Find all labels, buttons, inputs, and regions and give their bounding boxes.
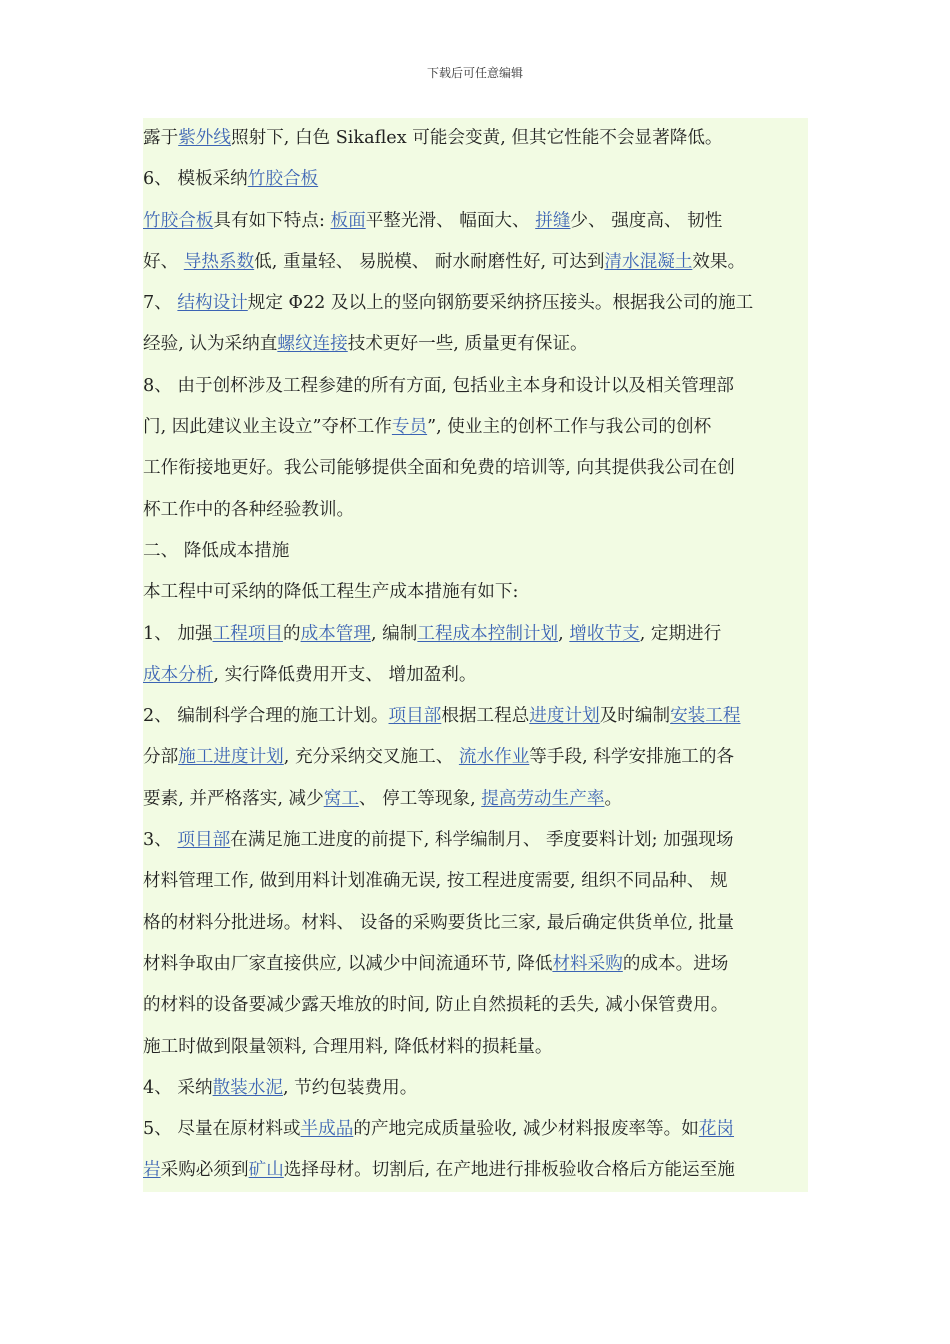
inline-link[interactable]: 安装工程	[670, 706, 741, 727]
inline-link[interactable]: 螺纹连接	[277, 334, 348, 355]
text-run: 二、 降低成本措施	[143, 540, 290, 561]
text-run: 分部	[143, 747, 179, 768]
text-run: 杯工作中的各种经验教训。	[143, 499, 355, 520]
text-run: 规定 Φ22 及以上的竖向钢筋要采纳挤压接头。根据我公司的施工	[247, 293, 754, 314]
text-line	[143, 572, 808, 613]
text-run: , 充分采纳交叉施工、	[283, 747, 459, 768]
text-line	[143, 159, 808, 200]
inline-link[interactable]: 矿山	[248, 1160, 284, 1181]
text-line	[143, 944, 808, 985]
text-run: 本工程中可采纳的降低工程生产成本措施有如下:	[143, 582, 519, 603]
text-run: 选择母材。切割后, 在产地进行排板验收合格后方能运至施	[283, 1160, 735, 1181]
inline-link[interactable]: 流水作业	[458, 747, 530, 768]
text-run: 要素, 并严格落实, 减少	[143, 788, 324, 809]
text-line	[143, 118, 808, 159]
text-line	[143, 201, 808, 242]
text-line	[143, 1068, 808, 1109]
inline-link[interactable]: 半成品	[300, 1119, 354, 1140]
text-run: 3、	[143, 830, 178, 851]
text-run: 材料争取由厂家直接供应, 以减少中间流通环节, 降低	[143, 953, 553, 974]
text-run: 根据工程总	[441, 706, 530, 727]
text-run: 具有如下特点:	[213, 210, 331, 231]
text-run: 等手段, 科学安排施工的各	[529, 747, 735, 768]
text-run: , 节约包装费用。	[282, 1077, 418, 1098]
inline-link[interactable]: 项目部	[177, 830, 231, 851]
text-run: 好、	[143, 251, 184, 272]
text-run: 及时编制	[599, 706, 671, 727]
text-line	[143, 779, 808, 820]
text-run: 照射下, 白色 Sikaflex 可能会变黄, 但其它性能不会显著降低。	[231, 128, 723, 148]
text-run: 。	[604, 788, 623, 809]
text-line	[143, 366, 808, 407]
inline-link[interactable]: 岩	[143, 1160, 161, 1181]
inline-link[interactable]: 清水混凝土	[604, 251, 693, 272]
text-run: 5、 尽量在原材料或	[143, 1119, 301, 1140]
inline-link[interactable]: 散装水泥	[212, 1077, 283, 1098]
inline-link[interactable]: 增收节支	[569, 623, 640, 644]
text-run: 7、	[143, 293, 178, 314]
text-run: 的材料的设备要减少露天堆放的时间, 防止自然损耗的丢失, 减小保管费用。	[143, 995, 729, 1016]
text-run: 的	[282, 623, 301, 644]
text-line	[143, 324, 808, 365]
inline-link[interactable]: 结构设计	[177, 293, 248, 314]
text-run: 低, 重量轻、 易脱模、 耐水耐磨性好, 可达到	[254, 251, 605, 272]
text-line	[143, 737, 808, 778]
inline-link[interactable]: 工程项目	[212, 623, 283, 644]
text-run: 2、 编制科学合理的施工计划。	[143, 706, 389, 727]
inline-link[interactable]: 导热系数	[183, 251, 255, 272]
text-run: 在满足施工进度的前提下, 科学编制月、 季度要料计划; 加强现场	[230, 830, 734, 851]
text-line	[143, 614, 808, 655]
document-body	[143, 118, 808, 1192]
inline-link[interactable]: 提高劳动生产率	[481, 788, 605, 809]
text-run: 格的材料分批进场。材料、 设备的采购要货比三家, 最后确定供货单位, 批量	[143, 912, 734, 933]
text-run: ,	[558, 623, 570, 644]
inline-link[interactable]: 花岗	[698, 1119, 735, 1140]
text-run: 平整光滑、 幅面大、	[365, 210, 536, 231]
text-run: , 实行降低费用开支、 增加盈利。	[213, 664, 477, 685]
text-run: 1、 加强	[143, 623, 213, 644]
text-line	[143, 448, 808, 489]
inline-link[interactable]: 材料采购	[552, 953, 623, 974]
text-run: 技术更好一些, 质量更有保证。	[347, 334, 588, 355]
inline-link[interactable]: 工程成本控制计划	[417, 623, 559, 644]
text-run: 经验, 认为采纳直	[143, 334, 278, 355]
text-run: 6、 模板采纳	[143, 169, 248, 190]
inline-link[interactable]: 竹胶合板	[143, 210, 214, 231]
text-run: 4、 采纳	[143, 1077, 213, 1098]
text-run: 的产地完成质量验收, 减少材料报废率等。如	[353, 1119, 699, 1140]
text-line	[143, 242, 808, 283]
text-line	[143, 490, 808, 531]
text-run: 材料管理工作, 做到用料计划准确无误, 按工程进度需要, 组织不同品种、 规	[143, 871, 728, 892]
inline-link[interactable]: 项目部	[388, 706, 442, 727]
text-run: , 编制	[370, 623, 418, 644]
inline-link[interactable]: 成本管理	[300, 623, 371, 644]
text-line	[143, 1109, 808, 1150]
text-line	[143, 655, 808, 696]
text-run: 施工时做到限量领料, 合理用料, 降低材料的损耗量。	[143, 1036, 553, 1057]
inline-link[interactable]: 进度计划	[529, 706, 600, 727]
inline-link[interactable]: 成本分析	[143, 664, 214, 685]
text-line	[143, 283, 808, 324]
text-line	[143, 531, 808, 572]
text-run: 门, 因此建议业主设立”夺杯工作	[143, 417, 392, 438]
text-run: 少、 强度高、 韧性	[570, 210, 723, 231]
text-run: 、 停工等现象,	[358, 788, 482, 809]
inline-link[interactable]: 施工进度计划	[178, 747, 284, 768]
text-run: ”, 使业主的创杯工作与我公司的创杯	[427, 417, 712, 438]
text-line	[143, 407, 808, 448]
inline-link[interactable]: 专员	[391, 417, 428, 438]
text-run: 露于	[143, 128, 179, 148]
text-run: 效果。	[692, 251, 746, 272]
text-line	[143, 1027, 808, 1068]
inline-link[interactable]: 板面	[330, 210, 366, 231]
inline-link[interactable]: 拼缝	[535, 210, 571, 231]
text-line	[143, 861, 808, 902]
text-line	[143, 820, 808, 861]
text-run: 8、 由于创杯涉及工程参建的所有方面, 包括业主本身和设计以及相关管理部	[143, 375, 734, 396]
page-header: 下载后可任意编辑	[426, 66, 523, 80]
text-line	[143, 903, 808, 944]
text-run: , 定期进行	[639, 623, 722, 644]
text-line	[143, 1150, 808, 1191]
inline-link[interactable]: 竹胶合板	[247, 169, 319, 190]
inline-link[interactable]: 窝工	[323, 788, 359, 809]
text-run: 采购必须到	[160, 1160, 249, 1181]
text-run: 的成本。进场	[622, 953, 729, 974]
text-line	[143, 696, 808, 737]
text-line	[143, 985, 808, 1026]
text-run: 工作衔接地更好。我公司能够提供全面和免费的培训等, 向其提供我公司在创	[143, 458, 735, 479]
inline-link[interactable]: 紫外线	[178, 128, 231, 148]
